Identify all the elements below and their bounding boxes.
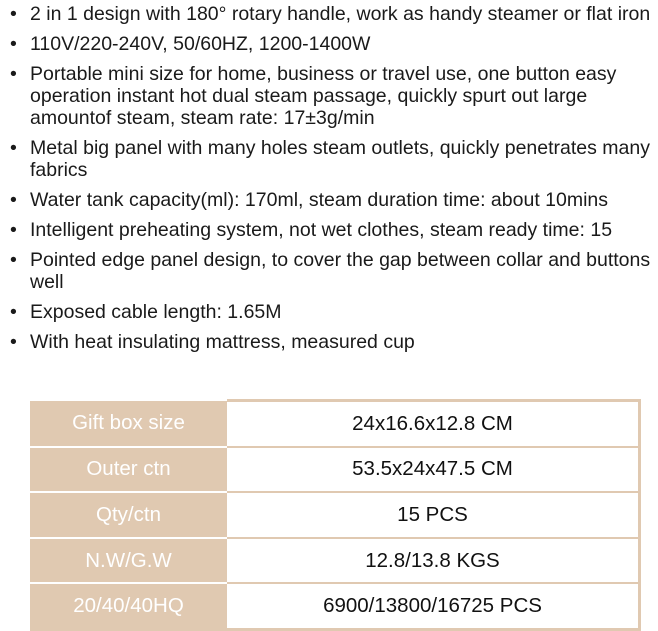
feature-text: Intelligent preheating system, not wet clothes, steam ready time: 15 [30,219,613,241]
spec-table [30,399,641,631]
table-row [30,492,640,538]
spec-value: 15 PCS [227,492,640,538]
spec-value: 12.8/13.8 KGS [227,538,640,584]
table-row [30,583,640,629]
feature-item-panel [10,137,658,181]
spec-label: Gift box size [30,401,227,447]
feature-text: Metal big panel with many holes steam outlets, quickly penetrates many fabrics [30,137,650,181]
feature-text: Portable mini size for home, business or travel use, one button easy operation instant hot dual steam passage, quickly spurt out large amountof steam, steam rate: 17±3g/min [30,63,617,129]
bullet-icon: • [10,249,17,271]
spec-label: Outer ctn [30,447,227,493]
table-row [30,447,640,493]
table-row [30,538,640,584]
bullet-icon: • [10,301,17,323]
feature-item-pointed-edge [10,249,658,293]
bullet-icon: • [10,33,17,55]
feature-text: Exposed cable length: 1.65M [30,301,282,323]
feature-text: Pointed edge panel design, to cover the gap between collar and buttons well [30,249,651,293]
feature-item-design [10,3,658,25]
spec-value: 53.5x24x47.5 CM [227,447,640,493]
feature-item-accessories [10,331,658,353]
feature-item-portable [10,63,658,129]
spec-value: 6900/13800/16725 PCS [227,583,640,629]
feature-item-power [10,33,658,55]
bullet-icon: • [10,137,17,159]
feature-text: 2 in 1 design with 180° rotary handle, work as handy steamer or flat iron [30,3,651,25]
feature-text: With heat insulating mattress, measured cup [30,331,415,353]
feature-item-cable [10,301,658,323]
feature-item-preheating [10,219,658,241]
table-row [30,401,640,447]
bullet-icon: • [10,63,17,85]
bullet-icon: • [10,219,17,241]
bullet-icon: • [10,189,17,211]
feature-list [10,3,658,361]
spec-label: N.W/G.W [30,538,227,584]
feature-text: Water tank capacity(ml): 170ml, steam duration time: about 10mins [30,189,609,211]
spec-label: Qty/ctn [30,492,227,538]
spec-value: 24x16.6x12.8 CM [227,401,640,447]
feature-item-water-tank [10,189,658,211]
feature-text: 110V/220-240V, 50/60HZ, 1200-1400W [30,33,371,55]
spec-label: 20/40/40HQ [30,583,227,629]
bullet-icon: • [10,3,17,25]
bullet-icon: • [10,331,17,353]
